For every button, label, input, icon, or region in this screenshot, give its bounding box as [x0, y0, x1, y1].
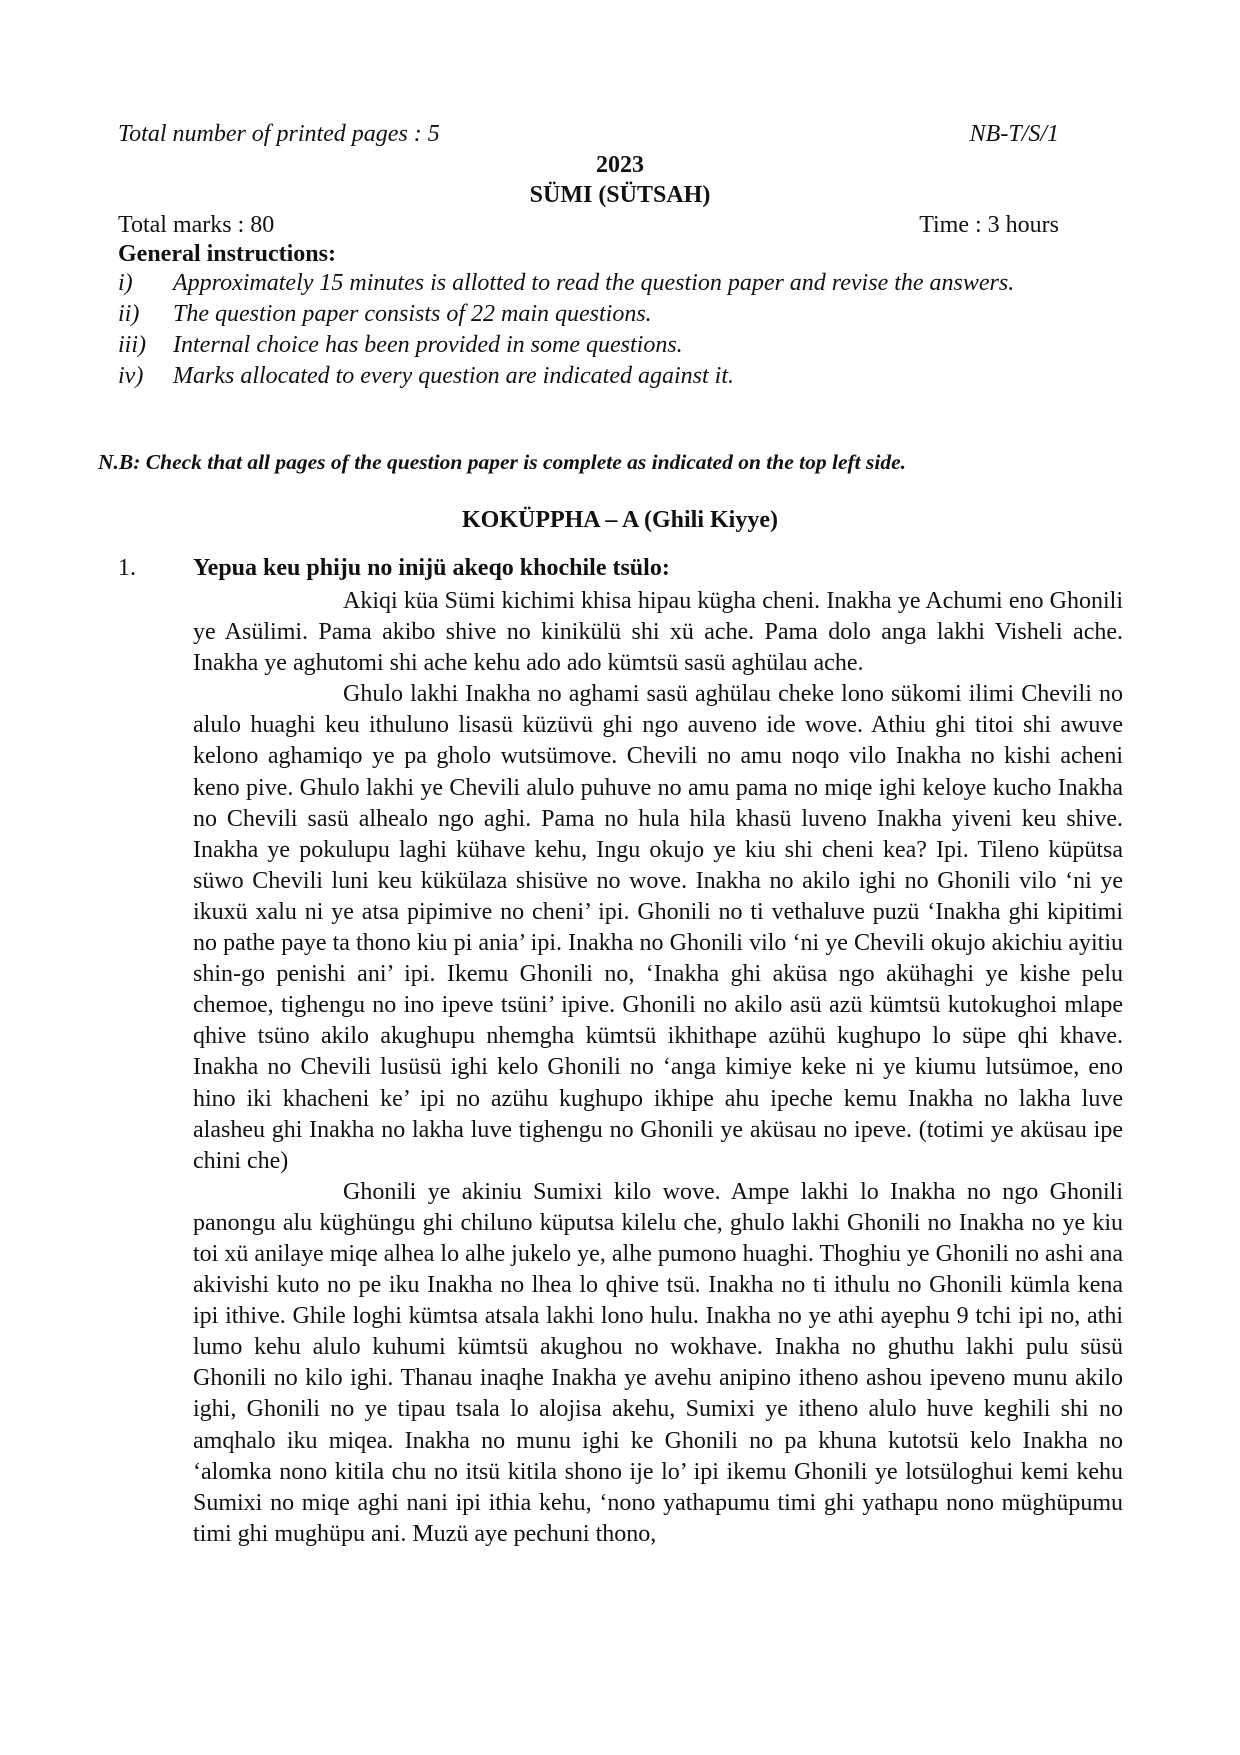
- paper-code: NB-T/S/1: [969, 121, 1059, 147]
- instruction-number: iii): [118, 332, 146, 358]
- instruction-item: [118, 268, 1059, 299]
- instruction-item: [118, 299, 1059, 330]
- header-top-row: [118, 121, 1059, 148]
- nb-note: N.B: Check that all pages of the question paper is complete as indicated on the top left side.: [98, 450, 907, 474]
- passage-paragraph: Ghulo lakhi Inakha no aghami sasü aghülau cheke lono sükomi ilimi Chevili no alulo huaghi keu ithuluno lisasü küzüvü ghi ngo auveno ide wove. Athiu ghi titoi shi awuve kelono aghamiqo ye pa gholo wutsümove. Chevili no amu noqo vilo Inakha no kishi acheni keno pive. Ghulo lakhi ye Chevili alulo puhuve no amu pama no miqe ighi keloye kucho Inakha no Chevili sasü alhealo ngo aghi. Pama no hula hila khasü luveno Inakha yiveni keu shive. Inakha ye pokulupu laghi kühave kehu, Ingu okujo ye kiu shi cheni kea? Ipi. Tileno küpütsa süwo Chevili luni keu kükülaza shisüve no wove. Inakha no akilo ighi no Ghonili vilo ‘ni ye ikuxü xalu ni ye atsa pipimive no cheni’ ipi. Ghonili no ti vethaluve puzü ‘Inakha ghi kipitimi no pathe paye ta thono kiu pi ania’ ipi. Inakha no Ghonili vilo ‘ni ye Chevili okujo akichiu ayitiu shin-go penishi ani’ ipi. Ikemu Ghonili no, ‘Inakha ghi aküsa ngo akühaghi ye kishe pelu chemoe, tighengu no ino ipeve tsüni’ ipive. Ghonili no akilo asü azü kümtsü kutokughoi mlape qhive tsüno akilo akughupu nhemgha kümtsü ikhithape azühü kughupo lo süpe qhi khave. Inakha no Chevili lusüsü ighi kelo Ghonili no ‘anga kimiye keke ni ye kiumu lutsümoe, eno hino iki khacheni ke’ ipi no azühu kughupo ikhipe ahu ipeche kemu Inakha no lakha luve alasheu ghi Inakha no lakha luve tighengu no Ghonili ye aküsau no ipeve. (totimi ye aküsau ipe chini che): [193, 681, 1123, 1174]
- instruction-text: Approximately 15 minutes is allotted to read the question paper and revise the answers.: [173, 270, 1015, 296]
- question-number: 1.: [118, 555, 136, 581]
- marks-time-row: [118, 212, 1059, 239]
- section-title: KOKÜPPHA – A (Ghili Kiyye): [461, 507, 778, 533]
- instruction-text: The question paper consists of 22 main questions.: [173, 301, 652, 327]
- instruction-number: ii): [118, 301, 140, 327]
- instruction-text: Marks allocated to every question are indicated against it.: [173, 363, 734, 389]
- instruction-item: [118, 330, 1059, 361]
- instruction-text: Internal choice has been provided in some questions.: [173, 332, 683, 358]
- instruction-number: i): [118, 270, 133, 296]
- instructions-heading: General instructions:: [118, 241, 336, 267]
- instruction-item: [118, 361, 1059, 392]
- passage-paragraph: Ghonili ye akiniu Sumixi kilo wove. Ampe lakhi lo Inakha no ngo Ghonili panongu alu küghüngu ghi chiluno küputsa kilelu che, ghulo lakhi Ghonili no Inakha no ye kiu toi xü anilaye miqe alhea lo alhe jukelo ye, alhe pumono huaghi. Thoghiu ye Ghonili no ashi ana akivishi kuto no pe iku Inakha no lhea lo qhive tsü. Inakha no ti ithulu no Ghonili kümla kena ipi ithive. Ghile loghi kümtsa atsala lakhi lono hulu. Inakha no ye athi ayephu 9 tchi ipi no, athi lumo kehu alulo kuhumi kümtsü akughou no wokhave. Inakha no ghuthu lakhi pulu süsü Ghonili no kilo ighi. Thanau inaqhe Inakha ye avehu anipino itheno ashou ipeveno munu akilo ighi, Ghonili no ye tipau tsala lo alojisa akehu, Sumixi ye itheno alulo huve keghili shi no amqhalo iku miqea. Inakha no munu ighi ke Ghonili no pa khuna kutotsü kelo Inakha no ‘alomka nono kitila chu no itsü kitila shono ije lo’ ipi ikemu Ghonili ye lotsüloghui kemi kehu Sumixi no miqe aghi nani ipi ithia kehu, ‘nono yathapumu timi ghi yathapu nono müghüpumu timi ghi mughüpu ani. Muzü aye pechuni thono,: [193, 1178, 1123, 1547]
- passage-paragraph: Akiqi küa Sümi kichimi khisa hipau kügha cheni. Inakha ye Achumi eno Ghonili ye Asülimi. Pama akibo shive no kinikülü shi xü ache. Pama dolo anga lakhi Visheli ache. Inakha ye aghutomi shi ache kehu ado ado kümtsü sasü aghülau ache.: [193, 588, 1123, 677]
- printed-pages-note: Total number of printed pages : 5: [118, 121, 440, 147]
- subject-title: SÜMI (SÜTSAH): [529, 182, 711, 208]
- exam-year: 2023: [596, 152, 644, 178]
- instructions-list: [118, 268, 1059, 392]
- question-title: Yepua keu phiju no inijü akeqo khochile tsülo:: [193, 555, 670, 581]
- time-allowed: Time : 3 hours: [919, 212, 1059, 238]
- total-marks: Total marks : 80: [118, 212, 275, 238]
- instruction-number: iv): [118, 363, 144, 389]
- comprehension-passage: [193, 586, 1123, 1550]
